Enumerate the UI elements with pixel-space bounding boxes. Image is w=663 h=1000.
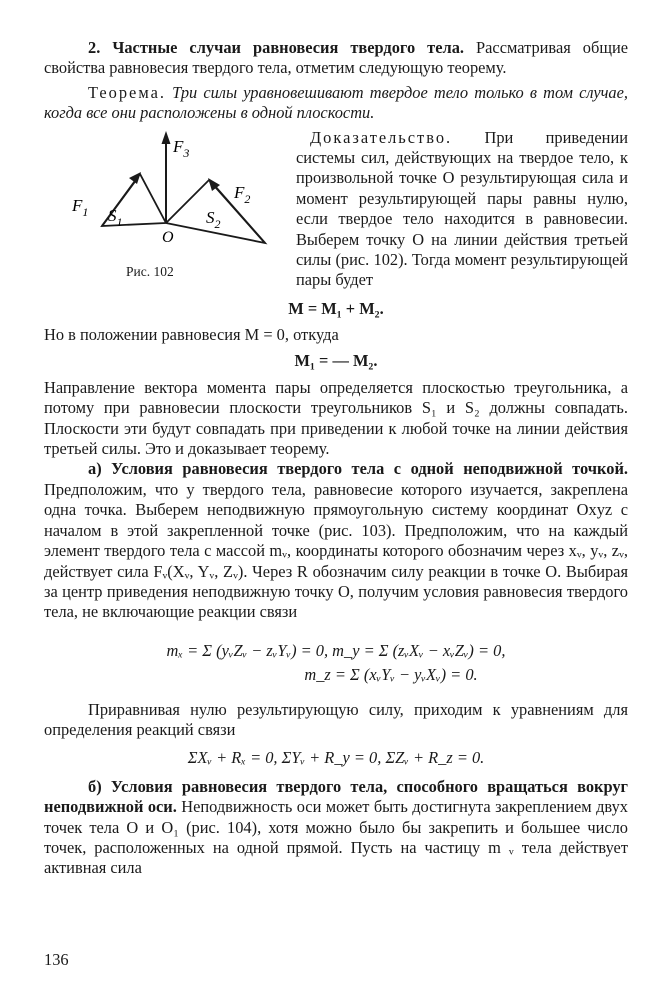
figure-caption: Рис. 102 [126,263,174,279]
proof-paragraph [296,128,628,293]
section-a-text: Предположим, что у твердого тела, равновесие которого изучается, закреплена одна точка. Выберем неподвижную прямоугольную систему координат Oxyz с началом в этой закрепленной точке (рис. 103). Предположим, что на каждый элемент твердого тела с массой mᵥ, координаты которого обозначим через xᵥ, yᵥ, zᵥ, действует сила Fᵥ(Xᵥ, Yᵥ, Zᵥ). Через R обозначим силу реакции в точке O. Выбирая за центр приведения неподвижную точку O, получим условия равновесия твердого тела, не включающие реакции связи [44,479,628,622]
label-s2: $S_2$ [206,207,221,231]
equilibrium-paragraph: Но в положении равновесия M = 0, откуда [44,325,339,345]
equation-moments-xy: mₓ = Σ (yᵥZᵥ − zᵥYᵥ) = 0, m_y = Σ (zᵥXᵥ − xᵥZᵥ) = 0, [166,640,506,660]
label-s1: $S_1$ [108,205,123,229]
equation-moment-equal: M₁ = — M₂. [294,351,378,371]
section-b-paragraph [44,777,628,879]
triangle-s2 [166,180,265,243]
label-f3: $F_3$ [173,136,190,160]
label-f1: $F_1$ [72,195,89,219]
theorem-paragraph [44,83,628,124]
label-f2: $F_2$ [234,182,251,206]
force-f3-arrowhead [162,131,171,144]
force-triangles-diagram [44,128,296,263]
reaction-paragraph: Приравнивая нулю результирующую силу, приходим к уравнениям для определения реакций связи [44,699,628,739]
section-a-paragraph [44,459,628,622]
proof-label: Доказательство. [310,127,453,147]
equation-moment-sum: M = M₁ + M₂. [288,298,384,318]
figure-102 [44,128,296,293]
equation-moment-z: m_z = Σ (xᵥYᵥ − yᵥXᵥ) = 0. [304,665,478,685]
proof-text: При приведении системы сил, действующих на твердое тело, к произвольной точке O результирующая сила и момент результирующей пары равны нулю, если твердое тело находится в равновесии. Выберем точку O на линии действия третьей силы (рис. 102). Тогда момент результирующей пары будет [296,127,628,290]
figure-and-proof [44,128,628,293]
section-a-heading: а) Условия равновесия твердого тела с одной неподвижной точкой. [88,459,628,479]
page-number: 136 [44,950,69,969]
section-2-paragraph [44,38,628,79]
section-2-heading: 2. Частные случаи равновесия твердого тела. [88,38,464,57]
section-b-text: Неподвижность оси может быть достигнута закреплением двух точек тела O и O₁ (рис. 104), хотя можно было бы закрепить и большее число точек, расположенных на одной прямой. Пусть на частицу m ᵥ тела действует активная сила [44,797,628,878]
force-f1-arrowhead [129,172,141,184]
equation-reactions: ΣXᵥ + Rₓ = 0, ΣYᵥ + R_y = 0, ΣZᵥ + R_z = 0. [187,748,485,768]
label-o: O [162,228,174,246]
theorem-text: Три силы уравновешивают твердое тело только в том случае, когда все они расположены в одной плоскости. [44,82,628,123]
section-b-heading: б) Условия равновесия твердого тела, способного вращаться вокруг неподвижной оси. [44,776,628,817]
page-body [44,38,628,879]
direction-paragraph: Направление вектора момента пары определяется плоскостью треугольника, а потому при равновесии плоскости треугольников S₁ и S₂ должны совпадать. Плоскости эти будут совпадать при приведении к любой точке на линии действия третьей силы. Это и доказывает теорему. [44,377,628,459]
theorem-label: Теорема. [88,82,166,102]
section-2-text: Рассматривая общие свойства равновесия твердого тела, отметим следующую теорему. [44,38,628,78]
